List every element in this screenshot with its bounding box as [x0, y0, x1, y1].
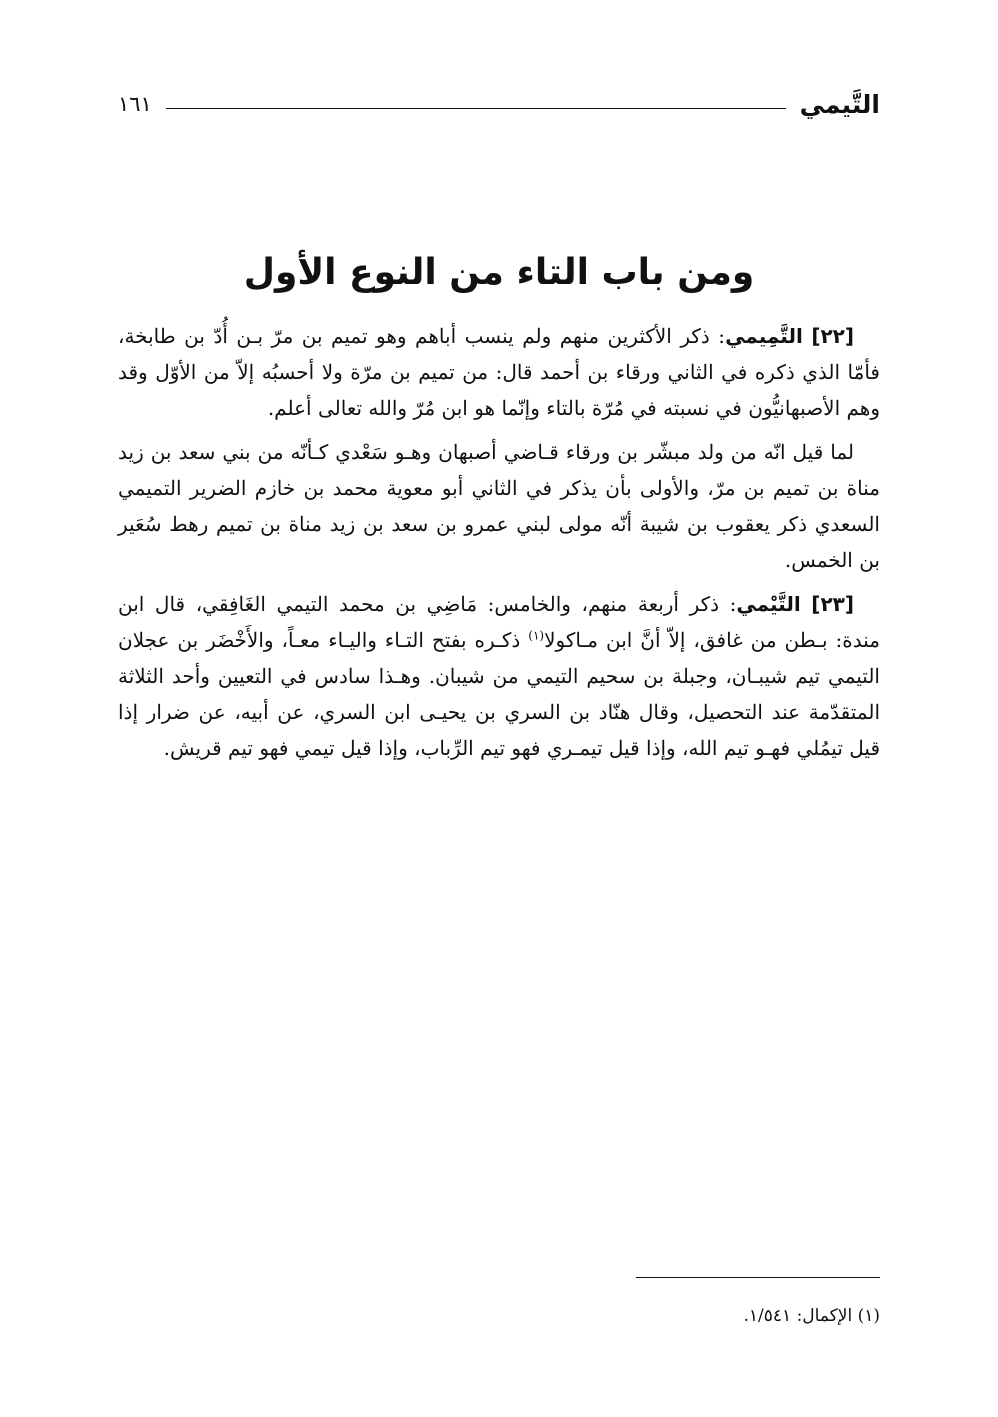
- header-rule: [166, 108, 786, 109]
- entry-name: التَّيْمي: [736, 592, 801, 616]
- body-text: [118, 318, 880, 774]
- footnote-separator: [636, 1277, 880, 1278]
- entry-23: [118, 586, 880, 766]
- entry-text: : ذكر الأكثرين منهم ولم ينسب أباهم وهو تميم بن مرّ بـن أُدّ بن طابخة، فأمّا الذي ذكره في الثاني ورقاء بن أحمد قال: من تميم بن مرّة ولا أحسبُه إلاّ من الأوّل وقد وهم الأصبهانيُّون في نسبته في مُرّة بالتاء وإنّما هو ابن مُرّ والله تعالى أعلم.: [118, 324, 880, 420]
- entry-text: ذكـره بفتح التـاء واليـاء معـاً، والأَخْضَر بن عجلان التيمي تيم شيبـان، وجبلة بن سحيم التيمي من شيبان. وهـذا سادس في التعيين وأحد الثلاثة المتقدّمة عند التحصيل، وقال هنّاد بن السري بن يحيـى ابن السري، عن أبيه، عن ضرار إذا قيل تيمُلي فهـو تيم الله، وإذا قيل تيمـري فهو تيم الرِّباب، وإذا قيل تيمي فهو تيم قريش.: [118, 628, 880, 760]
- chapter-heading: ومن باب التاء من النوع الأول: [243, 252, 755, 293]
- entry-text: لما قيل انّه من ولد مبشّر بن ورقاء قـاضي أصبهان وهـو سَعْدي كـأنّه من بني سعد بن زيد مناة بن تميم بن مرّ، والأولى بأن يذكر في الثاني أبو معوية محمد بن خازم الضرير التميمي السعدي ذكر يعقوب بن شيبة أنّه مولى لبني عمرو بن سعد بن زيد مناة بن تميم رهط سُعَير بن الخمس.: [118, 440, 880, 572]
- entry-22-continuation: [118, 434, 880, 578]
- entry-number: [٢٢]: [811, 324, 855, 348]
- footnote: (١) الإكمال: ١/٥٤١.: [743, 1306, 880, 1326]
- footnote-reference[interactable]: (١): [528, 628, 545, 643]
- entry-number: [٢٣]: [811, 592, 854, 616]
- running-title: التَّيمي: [799, 89, 880, 119]
- entry-22: [118, 318, 880, 426]
- entry-text: : ذكر أربعة منهم، والخامس: مَاضِي بن محمد التيمي الغَافِقي، قال ابن مندة: بـطن من غافق، إلاّ أنَّ ابن مـاكولا: [118, 592, 881, 652]
- page-number: ١٦١: [118, 92, 152, 116]
- page-header: [118, 84, 880, 124]
- entry-name: التَّمِيمي: [725, 324, 803, 348]
